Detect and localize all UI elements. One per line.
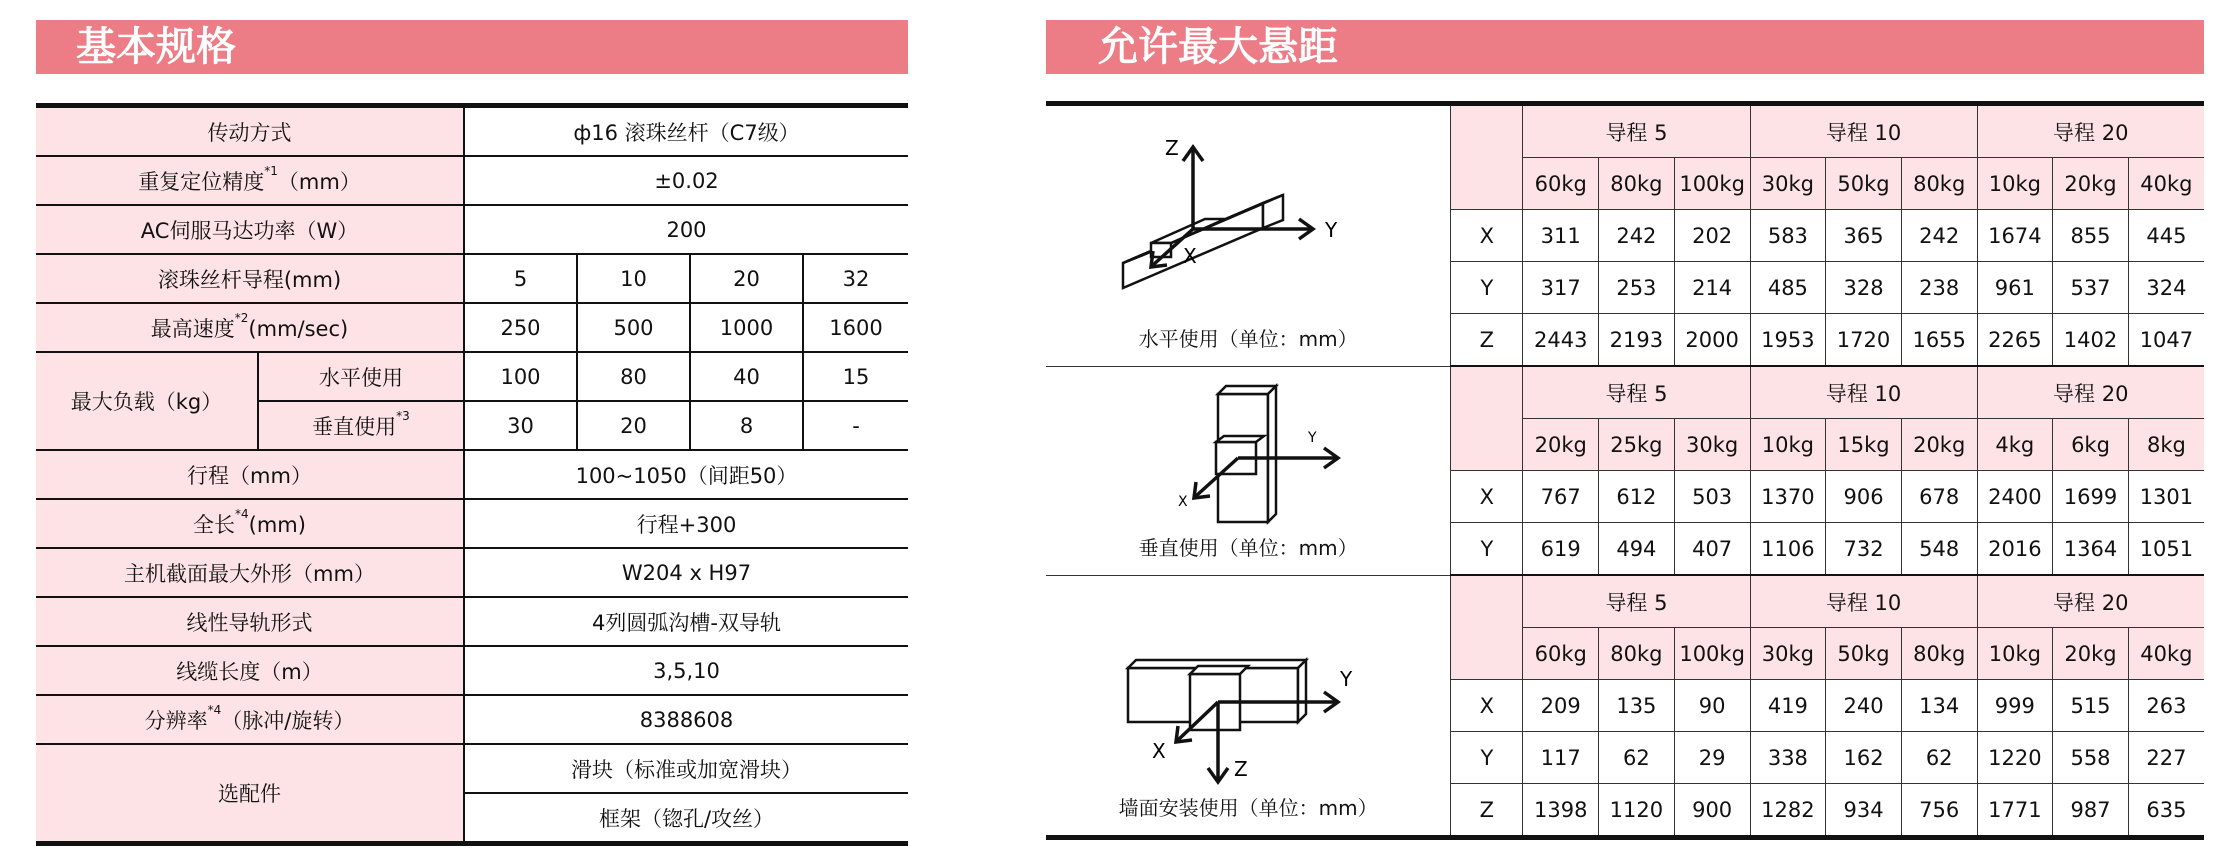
table-row	[36, 156, 908, 205]
value-cell: 1953	[1750, 314, 1826, 367]
res-value: 8388608	[464, 695, 908, 744]
length-value: 行程+300	[464, 499, 908, 548]
table-row	[36, 646, 908, 695]
load-header: 4kg	[1977, 419, 2053, 471]
length-note: *4	[235, 506, 249, 521]
lead-header: 导程 10	[1750, 575, 1977, 628]
stroke-value: 100~1050（间距50）	[464, 450, 908, 499]
right-title: 允许最大悬距	[1098, 24, 1338, 70]
value-cell: 537	[2053, 262, 2129, 314]
value-cell: 1282	[1750, 784, 1826, 838]
load-header: 40kg	[2128, 158, 2204, 210]
value-cell: 253	[1599, 262, 1675, 314]
table-row	[36, 499, 908, 548]
vertical-diagram	[1138, 382, 1358, 532]
load-v-value: 30	[464, 401, 577, 450]
value-cell: 134	[1901, 680, 1977, 732]
table-row	[36, 205, 908, 254]
value-cell: 407	[1674, 523, 1750, 576]
left-title: 基本规格	[76, 24, 236, 70]
lead-header: 导程 20	[1977, 575, 2204, 628]
value-cell: 635	[2128, 784, 2204, 838]
load-h-value: 100	[464, 352, 577, 401]
value-cell: 263	[2128, 680, 2204, 732]
table-row	[36, 744, 908, 793]
value-cell: 558	[2053, 732, 2129, 784]
load-header: 80kg	[1901, 628, 1977, 680]
load-header: 40kg	[2128, 628, 2204, 680]
load-header: 25kg	[1599, 419, 1675, 471]
horizontal-caption: 水平使用（单位：mm）	[1138, 326, 1358, 351]
speed-note: *2	[234, 310, 249, 325]
axis-cell: Y	[1451, 262, 1523, 314]
lead-label: 滚珠丝杆导程(mm)	[36, 254, 464, 303]
value-cell: 1301	[2128, 471, 2204, 523]
lead-value: 10	[577, 254, 690, 303]
load-v-label: 垂直使用	[312, 414, 397, 439]
value-cell: 242	[1901, 210, 1977, 262]
value-cell: 1051	[2128, 523, 2204, 576]
load-header: 30kg	[1674, 419, 1750, 471]
guide-value: 4列圆弧沟槽-双导轨	[464, 597, 908, 646]
value-cell: 1370	[1750, 471, 1826, 523]
axis-x-label: X	[1152, 739, 1166, 763]
length-label: 全长	[193, 512, 236, 537]
speed-value: 1000	[690, 303, 803, 352]
wall-figure-cell	[1046, 575, 1451, 838]
lead-header: 导程 5	[1523, 366, 1750, 419]
load-header: 10kg	[1750, 419, 1826, 471]
overhang-table	[1046, 101, 2204, 840]
lead-value: 32	[803, 254, 908, 303]
load-header: 20kg	[2053, 158, 2129, 210]
value-cell: 117	[1523, 732, 1599, 784]
load-header: 50kg	[1826, 158, 1902, 210]
load-h-value: 80	[577, 352, 690, 401]
lead-header: 导程 5	[1523, 575, 1750, 628]
table-row	[1046, 366, 2204, 419]
speed-unit: (mm/sec)	[248, 316, 349, 341]
load-header: 6kg	[2053, 419, 2129, 471]
load-v-value: 8	[690, 401, 803, 450]
table-row	[36, 695, 908, 744]
res-label: 分辨率	[144, 708, 208, 733]
lead-header: 导程 10	[1750, 104, 1977, 158]
value-cell: 1364	[2053, 523, 2129, 576]
length-unit: (mm)	[248, 512, 306, 537]
value-cell: 135	[1599, 680, 1675, 732]
corner-cell	[1451, 104, 1523, 210]
value-cell: 732	[1826, 523, 1902, 576]
res-label-cell	[36, 695, 464, 744]
stroke-label: 行程（mm）	[36, 450, 464, 499]
cable-value: 3,5,10	[464, 646, 908, 695]
load-header: 60kg	[1523, 158, 1599, 210]
value-cell: 612	[1599, 471, 1675, 523]
value-cell: 1106	[1750, 523, 1826, 576]
value-cell: 1402	[2053, 314, 2129, 367]
res-note: *4	[207, 702, 222, 717]
table-row	[36, 106, 908, 157]
load-header: 100kg	[1674, 628, 1750, 680]
table-row	[1046, 104, 2204, 158]
value-cell: 767	[1523, 471, 1599, 523]
value-cell: 202	[1674, 210, 1750, 262]
load-header: 30kg	[1750, 628, 1826, 680]
vertical-figure-cell	[1046, 366, 1451, 575]
value-cell: 242	[1599, 210, 1675, 262]
value-cell: 900	[1674, 784, 1750, 838]
axis-cell: X	[1451, 210, 1523, 262]
load-header: 10kg	[1977, 158, 2053, 210]
value-cell: 999	[1977, 680, 2053, 732]
load-v-label-cell	[258, 401, 464, 450]
value-cell: 2016	[1977, 523, 2053, 576]
axis-x-label: X	[1178, 493, 1188, 510]
value-cell: 240	[1826, 680, 1902, 732]
load-header: 20kg	[2053, 628, 2129, 680]
value-cell: 365	[1826, 210, 1902, 262]
corner-cell	[1451, 366, 1523, 471]
opt-value-2: 框架（锪孔/攻丝）	[464, 793, 908, 844]
wall-diagram	[1118, 652, 1378, 792]
value-cell: 2193	[1599, 314, 1675, 367]
load-header: 100kg	[1674, 158, 1750, 210]
speed-value: 500	[577, 303, 690, 352]
value-cell: 1699	[2053, 471, 2129, 523]
drive-value: ф16 滚珠丝杆（C7级）	[464, 106, 908, 157]
load-header: 60kg	[1523, 628, 1599, 680]
load-header: 15kg	[1826, 419, 1902, 471]
load-header: 80kg	[1599, 158, 1675, 210]
load-h-value: 15	[803, 352, 908, 401]
value-cell: 227	[2128, 732, 2204, 784]
cable-label: 线缆长度（m）	[36, 646, 464, 695]
load-h-label: 水平使用	[258, 352, 464, 401]
horizontal-figure-cell	[1046, 104, 1451, 367]
repeat-label: 重复定位精度	[138, 169, 265, 194]
repeat-note: *1	[264, 163, 278, 178]
value-cell: 162	[1826, 732, 1902, 784]
repeat-label-cell	[36, 156, 464, 205]
load-header: 80kg	[1901, 158, 1977, 210]
table-row	[36, 352, 908, 401]
value-cell: 619	[1523, 523, 1599, 576]
value-cell: 1771	[1977, 784, 2053, 838]
axis-y-label: Y	[1340, 667, 1353, 691]
value-cell: 906	[1826, 471, 1902, 523]
repeat-unit: （mm）	[277, 169, 361, 194]
value-cell: 2000	[1674, 314, 1750, 367]
lead-value: 20	[690, 254, 803, 303]
table-row	[36, 303, 908, 352]
value-cell: 1720	[1826, 314, 1902, 367]
horizontal-diagram	[1113, 133, 1383, 323]
axis-cell: Z	[1451, 784, 1523, 838]
table-row	[1046, 575, 2204, 628]
load-header: 20kg	[1901, 419, 1977, 471]
opt-label: 选配件	[36, 744, 464, 844]
lead-header: 导程 20	[1977, 104, 2204, 158]
load-label: 最大负载（kg）	[36, 352, 258, 450]
value-cell: 855	[2053, 210, 2129, 262]
axis-y-label: Y	[1325, 217, 1338, 242]
corner-cell	[1451, 575, 1523, 680]
repeat-value: ±0.02	[464, 156, 908, 205]
value-cell: 90	[1674, 680, 1750, 732]
motor-label: AC伺服马达功率（W）	[36, 205, 464, 254]
table-row	[36, 254, 908, 303]
value-cell: 583	[1750, 210, 1826, 262]
value-cell: 678	[1901, 471, 1977, 523]
spec-table	[36, 103, 908, 846]
value-cell: 494	[1599, 523, 1675, 576]
load-header: 30kg	[1750, 158, 1826, 210]
section-label: 主机截面最大外形（mm）	[36, 548, 464, 597]
load-header: 20kg	[1523, 419, 1599, 471]
value-cell: 961	[1977, 262, 2053, 314]
table-row	[36, 548, 908, 597]
lead-header: 导程 20	[1977, 366, 2204, 419]
opt-value-1: 滑块（标准或加宽滑块）	[464, 744, 908, 793]
load-header: 8kg	[2128, 419, 2204, 471]
speed-value: 250	[464, 303, 577, 352]
load-v-value: 20	[577, 401, 690, 450]
value-cell: 62	[1901, 732, 1977, 784]
res-unit: （脉冲/旋转）	[221, 708, 355, 733]
value-cell: 214	[1674, 262, 1750, 314]
load-h-value: 40	[690, 352, 803, 401]
lead-header: 导程 5	[1523, 104, 1750, 158]
vertical-caption: 垂直使用（单位：mm）	[1138, 535, 1358, 560]
value-cell: 419	[1750, 680, 1826, 732]
value-cell: 1120	[1599, 784, 1675, 838]
value-cell: 1398	[1523, 784, 1599, 838]
right-title-banner	[1046, 20, 2204, 74]
lead-header: 导程 10	[1750, 366, 1977, 419]
value-cell: 756	[1901, 784, 1977, 838]
value-cell: 29	[1674, 732, 1750, 784]
value-cell: 485	[1750, 262, 1826, 314]
load-header: 50kg	[1826, 628, 1902, 680]
value-cell: 1655	[1901, 314, 1977, 367]
load-header: 10kg	[1977, 628, 2053, 680]
axis-z-label: Z	[1234, 757, 1248, 781]
value-cell: 2265	[1977, 314, 2053, 367]
speed-label-cell	[36, 303, 464, 352]
speed-label: 最高速度	[150, 316, 235, 341]
value-cell: 548	[1901, 523, 1977, 576]
value-cell: 317	[1523, 262, 1599, 314]
value-cell: 2400	[1977, 471, 2053, 523]
value-cell: 503	[1674, 471, 1750, 523]
lead-value: 5	[464, 254, 577, 303]
value-cell: 238	[1901, 262, 1977, 314]
value-cell: 324	[2128, 262, 2204, 314]
length-label-cell	[36, 499, 464, 548]
value-cell: 338	[1750, 732, 1826, 784]
table-row	[36, 597, 908, 646]
drive-label: 传动方式	[36, 106, 464, 157]
axis-cell: X	[1451, 680, 1523, 732]
load-header: 80kg	[1599, 628, 1675, 680]
value-cell: 1674	[1977, 210, 2053, 262]
value-cell: 62	[1599, 732, 1675, 784]
section-value: W204 x H97	[464, 548, 908, 597]
load-v-note: *3	[396, 408, 410, 423]
speed-value: 1600	[803, 303, 908, 352]
value-cell: 934	[1826, 784, 1902, 838]
axis-cell: Y	[1451, 523, 1523, 576]
value-cell: 328	[1826, 262, 1902, 314]
axis-y-label: Y	[1308, 429, 1317, 446]
load-v-value: -	[803, 401, 908, 450]
axis-cell: Z	[1451, 314, 1523, 367]
value-cell: 515	[2053, 680, 2129, 732]
motor-value: 200	[464, 205, 908, 254]
value-cell: 311	[1523, 210, 1599, 262]
value-cell: 1047	[2128, 314, 2204, 367]
axis-x-label: X	[1183, 243, 1197, 268]
value-cell: 1220	[1977, 732, 2053, 784]
wall-caption: 墙面安装使用（单位：mm）	[1118, 796, 1378, 820]
value-cell: 209	[1523, 680, 1599, 732]
value-cell: 987	[2053, 784, 2129, 838]
value-cell: 2443	[1523, 314, 1599, 367]
axis-cell: Y	[1451, 732, 1523, 784]
left-title-banner	[36, 20, 908, 74]
axis-cell: X	[1451, 471, 1523, 523]
axis-z-label: Z	[1165, 135, 1179, 160]
guide-label: 线性导轨形式	[36, 597, 464, 646]
value-cell: 445	[2128, 210, 2204, 262]
table-row	[36, 450, 908, 499]
